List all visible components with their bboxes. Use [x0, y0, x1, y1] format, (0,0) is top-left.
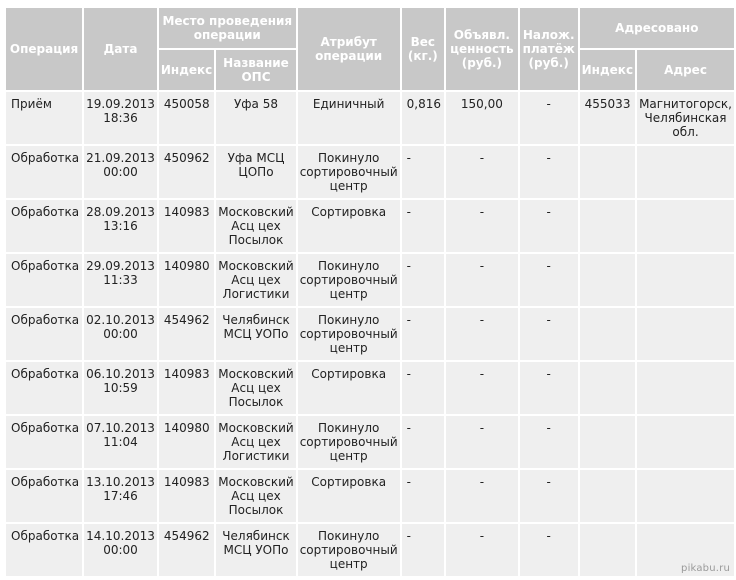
cell-weight: -	[402, 254, 444, 306]
header-cod: Налож. платёж (руб.)	[520, 8, 578, 90]
cell-cod: -	[520, 362, 578, 414]
cell-date	[84, 200, 157, 252]
table-row	[6, 524, 734, 576]
cell-date-time: 00:00	[103, 165, 138, 179]
cell-addr-index	[580, 416, 635, 468]
cell-address	[637, 362, 734, 414]
header-addressed: Адресовано	[580, 8, 734, 48]
cell-cod: -	[520, 200, 578, 252]
cell-index: 454962	[159, 524, 214, 576]
cell-date	[84, 254, 157, 306]
cell-ops-name: Уфа МСЦ ЦОПо	[216, 146, 295, 198]
cell-address	[637, 254, 734, 306]
cell-attribute: Сортировка	[298, 200, 400, 252]
cell-attribute: Сортировка	[298, 362, 400, 414]
cell-date-time: 13:16	[103, 219, 138, 233]
cell-date-day: 14.10.2013	[86, 529, 155, 543]
cell-date-day: 13.10.2013	[86, 475, 155, 489]
header-attribute: Атрибут операции	[298, 8, 400, 90]
cell-date-time: 00:00	[103, 327, 138, 341]
cell-ops-name: Московский Асц цех Посылок	[216, 362, 295, 414]
cell-index: 140980	[159, 254, 214, 306]
header-ops-name: Название ОПС	[216, 50, 295, 90]
cell-date-time: 00:00	[103, 543, 138, 557]
cell-address	[637, 470, 734, 522]
tracking-table	[4, 6, 736, 578]
cell-value: -	[446, 362, 518, 414]
cell-weight: -	[402, 416, 444, 468]
cell-date-day: 29.09.2013	[86, 259, 155, 273]
cell-date	[84, 362, 157, 414]
cell-date-day: 02.10.2013	[86, 313, 155, 327]
cell-address	[637, 416, 734, 468]
table-body	[6, 92, 734, 576]
cell-value: -	[446, 146, 518, 198]
table-row	[6, 470, 734, 522]
header-declared-value: Объявл. ценность (руб.)	[446, 8, 518, 90]
header-index: Индекс	[159, 50, 214, 90]
table-row	[6, 362, 734, 414]
cell-date	[84, 416, 157, 468]
cell-date-day: 07.10.2013	[86, 421, 155, 435]
cell-addr-index	[580, 200, 635, 252]
cell-addr-index	[580, 362, 635, 414]
table-row	[6, 200, 734, 252]
header-date: Дата	[84, 8, 157, 90]
cell-attribute: Покинуло сортировочный центр	[298, 416, 400, 468]
cell-cod: -	[520, 470, 578, 522]
cell-addr-index	[580, 146, 635, 198]
table-row	[6, 308, 734, 360]
cell-cod: -	[520, 416, 578, 468]
cell-value: -	[446, 254, 518, 306]
cell-index: 140983	[159, 470, 214, 522]
cell-weight: -	[402, 146, 444, 198]
cell-date-time: 17:46	[103, 489, 138, 503]
cell-index: 450058	[159, 92, 214, 144]
cell-operation: Обработка	[6, 146, 82, 198]
table-row	[6, 92, 734, 144]
cell-attribute: Покинуло сортировочный центр	[298, 524, 400, 576]
header-place: Место проведения операции	[159, 8, 296, 48]
cell-operation: Обработка	[6, 416, 82, 468]
cell-addr-index	[580, 470, 635, 522]
cell-operation: Обработка	[6, 308, 82, 360]
cell-addr-index: 455033	[580, 92, 635, 144]
cell-address: Магнитогорск, Челябинская обл.	[637, 92, 734, 144]
cell-attribute: Покинуло сортировочный центр	[298, 146, 400, 198]
cell-date	[84, 470, 157, 522]
cell-date-day: 06.10.2013	[86, 367, 155, 381]
cell-cod: -	[520, 146, 578, 198]
cell-date-time: 11:04	[103, 435, 138, 449]
cell-value: -	[446, 308, 518, 360]
cell-ops-name: Московский Асц цех Посылок	[216, 200, 295, 252]
cell-address	[637, 308, 734, 360]
cell-cod: -	[520, 524, 578, 576]
cell-attribute: Покинуло сортировочный центр	[298, 308, 400, 360]
cell-date	[84, 146, 157, 198]
cell-weight: 0,816	[402, 92, 444, 144]
cell-date-time: 10:59	[103, 381, 138, 395]
cell-cod: -	[520, 92, 578, 144]
cell-index: 140983	[159, 362, 214, 414]
cell-operation: Обработка	[6, 362, 82, 414]
cell-index: 140980	[159, 416, 214, 468]
cell-weight: -	[402, 200, 444, 252]
cell-attribute: Единичный	[298, 92, 400, 144]
cell-value: 150,00	[446, 92, 518, 144]
cell-date	[84, 308, 157, 360]
cell-weight: -	[402, 470, 444, 522]
cell-cod: -	[520, 254, 578, 306]
cell-addr-index	[580, 524, 635, 576]
cell-value: -	[446, 524, 518, 576]
cell-ops-name: Челябинск МСЦ УОПо	[216, 308, 295, 360]
table-row	[6, 254, 734, 306]
cell-date-day: 28.09.2013	[86, 205, 155, 219]
cell-operation: Обработка	[6, 254, 82, 306]
cell-addr-index	[580, 308, 635, 360]
header-addr-index: Индекс	[580, 50, 635, 90]
cell-cod: -	[520, 308, 578, 360]
cell-attribute: Покинуло сортировочный центр	[298, 254, 400, 306]
cell-weight: -	[402, 308, 444, 360]
cell-value: -	[446, 200, 518, 252]
table-row	[6, 416, 734, 468]
cell-date-time: 11:33	[103, 273, 138, 287]
table-row	[6, 146, 734, 198]
cell-operation: Обработка	[6, 470, 82, 522]
header-operation: Операция	[6, 8, 82, 90]
header-address: Адрес	[637, 50, 734, 90]
cell-date-day: 19.09.2013	[86, 97, 155, 111]
cell-date-time: 18:36	[103, 111, 138, 125]
cell-ops-name: Московский Асц цех Логистики	[216, 416, 295, 468]
cell-operation: Приём	[6, 92, 82, 144]
cell-value: -	[446, 470, 518, 522]
cell-ops-name: Московский Асц цех Посылок	[216, 470, 295, 522]
cell-index: 450962	[159, 146, 214, 198]
cell-addr-index	[580, 254, 635, 306]
cell-ops-name: Челябинск МСЦ УОПо	[216, 524, 295, 576]
header-weight: Вес (кг.)	[402, 8, 444, 90]
cell-ops-name: Уфа 58	[216, 92, 295, 144]
cell-address	[637, 146, 734, 198]
watermark: pikabu.ru	[681, 563, 730, 574]
cell-operation: Обработка	[6, 524, 82, 576]
cell-index: 140983	[159, 200, 214, 252]
cell-index: 454962	[159, 308, 214, 360]
cell-weight: -	[402, 362, 444, 414]
cell-operation: Обработка	[6, 200, 82, 252]
cell-ops-name: Московский Асц цех Логистики	[216, 254, 295, 306]
cell-weight: -	[402, 524, 444, 576]
cell-attribute: Сортировка	[298, 470, 400, 522]
cell-value: -	[446, 416, 518, 468]
cell-address	[637, 200, 734, 252]
cell-date	[84, 92, 157, 144]
cell-date	[84, 524, 157, 576]
cell-date-day: 21.09.2013	[86, 151, 155, 165]
